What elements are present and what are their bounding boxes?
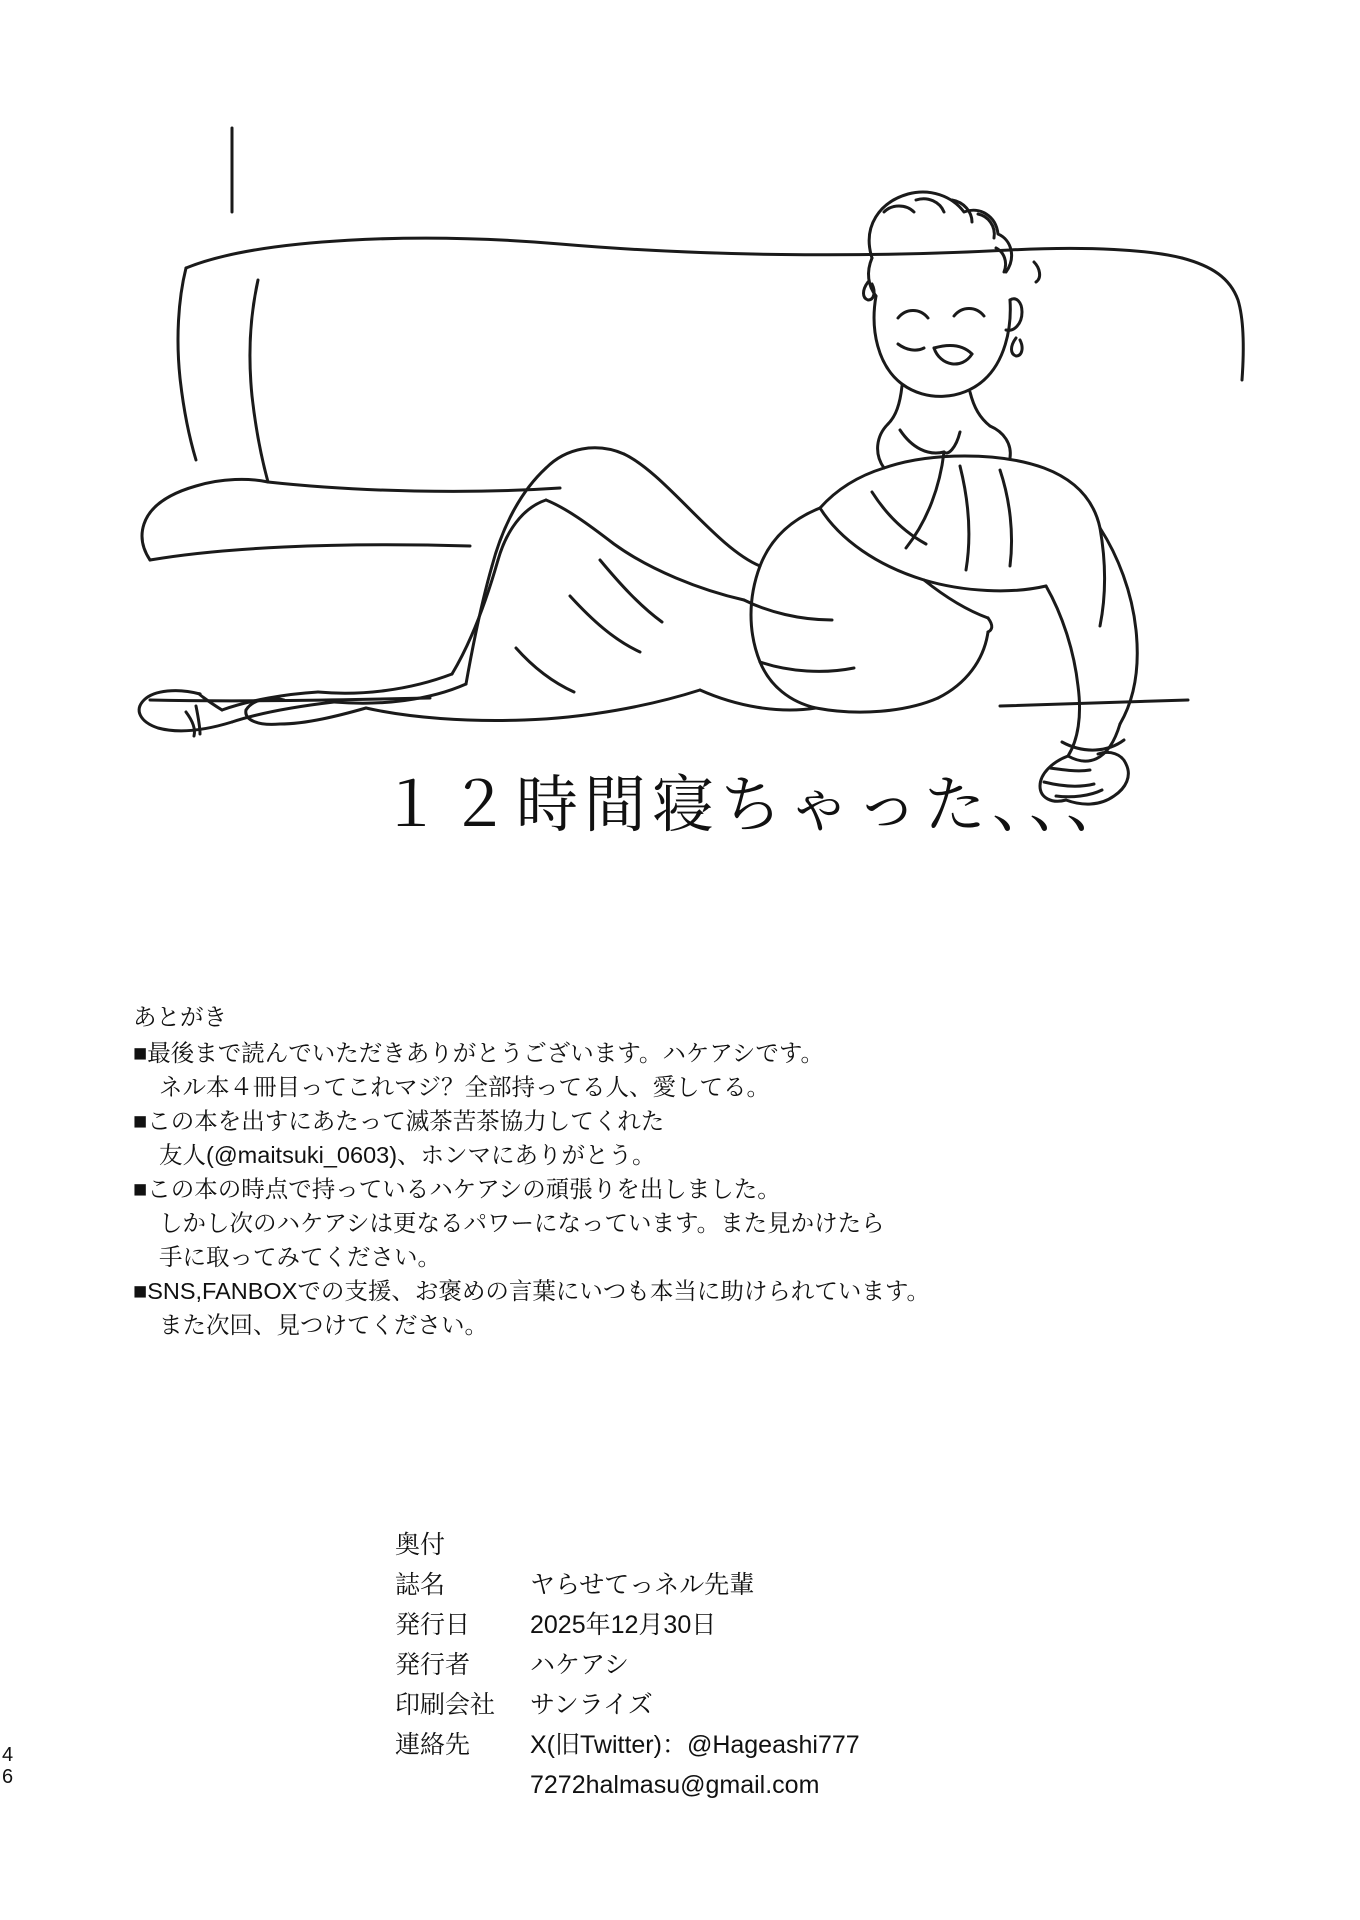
illustration-sketch [0, 0, 1360, 900]
afterword-line: 手に取ってみてください。 [159, 1244, 441, 1270]
afterword-line: ネル本４冊目ってこれマジ？全部持ってる人、愛してる。 [159, 1074, 770, 1100]
colophon-row-publisher [395, 1645, 1095, 1685]
page-number-digit-2: 6 [2, 1766, 14, 1788]
colophon-label: 発行日 [395, 1611, 471, 1639]
afterword-line: しかし次のハケアシは更なるパワーになっています。また見かけたら [159, 1210, 885, 1236]
illustration-caption: １２時間寝ちゃった、、、 [380, 768, 1135, 841]
colophon-label [395, 1765, 530, 1805]
colophon-row-contact [395, 1725, 1095, 1765]
colophon-row-printer [395, 1685, 1095, 1725]
afterword-section [133, 1000, 1253, 1342]
afterword-line: ■この本を出すにあたって滅茶苦茶協力してくれた [133, 1108, 665, 1134]
afterword-title: あとがき [133, 1004, 227, 1030]
colophon-value-twitter[interactable]: X(旧Twitter)：@Hageashi777 [530, 1731, 860, 1759]
afterword-line: ■SNS,FANBOXでの支援、お褒めの言葉にいつも本当に助けられています。 [133, 1278, 930, 1304]
colophon-title: 奥付 [395, 1531, 446, 1559]
colophon-value: ヤらせてっネル先輩 [530, 1571, 755, 1599]
colophon-label: 連絡先 [395, 1731, 471, 1759]
page-number [2, 1744, 13, 1788]
afterword-line: また次回、見つけてください。 [159, 1312, 488, 1338]
afterword-paragraph-3 [133, 1172, 1253, 1274]
afterword-paragraph-1 [133, 1036, 1253, 1104]
colophon-value: 2025年12月30日 [530, 1611, 717, 1639]
afterword-paragraph-2 [133, 1104, 1253, 1172]
afterword-line: ■この本の時点で持っているハケアシの頑張りを出しました。 [133, 1176, 781, 1202]
colophon-label: 印刷会社 [395, 1691, 496, 1719]
colophon-row-email [395, 1765, 1095, 1805]
colophon-value: サンライズ [530, 1691, 653, 1719]
colophon-value: ハケアシ [530, 1651, 630, 1679]
colophon-section [395, 1525, 1095, 1805]
afterword-line: 友人(@maitsuki_0603)、ホンマにありがとう。 [159, 1142, 656, 1168]
afterword-paragraph-4 [133, 1274, 1253, 1342]
colophon-label: 誌名 [395, 1571, 446, 1599]
colophon-value-email[interactable]: 7272halmasu@gmail.com [530, 1771, 820, 1799]
colophon-row-date [395, 1605, 1095, 1645]
colophon-label: 発行者 [395, 1651, 471, 1679]
colophon-row-title [395, 1565, 1095, 1605]
page-number-digit-1: 4 [2, 1744, 14, 1766]
afterword-line: ■最後まで読んでいただきありがとうございます。ハケアシです。 [133, 1040, 824, 1066]
